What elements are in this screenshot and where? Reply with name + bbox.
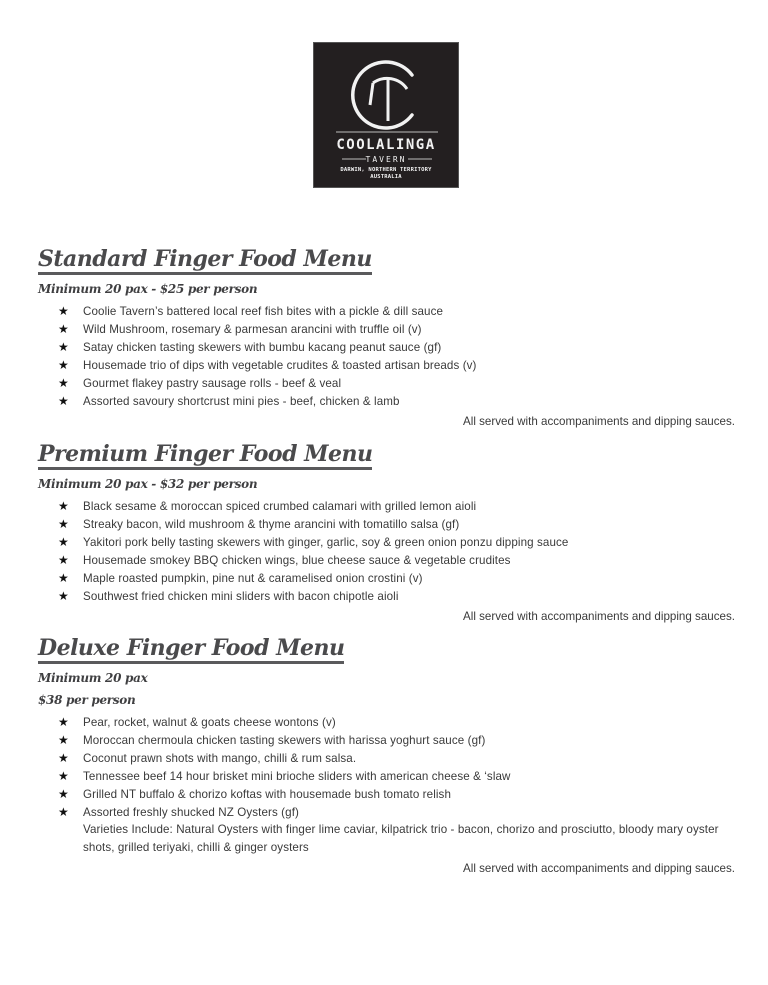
star-icon: ★ — [58, 804, 69, 819]
logo-subtitle: TAVERN — [365, 155, 407, 164]
menu-item: ★ Satay chicken tasting skewers with bumbu kacang peanut sauce (gf) — [38, 339, 738, 357]
menu-item: ★ Coolie Tavern’s battered local reef fish bites with a pickle & dill sauce — [38, 303, 738, 321]
star-icon: ★ — [58, 304, 69, 318]
menu-item: ★ Assorted freshly shucked NZ Oysters (gf) Varieties Include: Natural Oysters with finger lime caviar, kilpatrick trio - bacon, chorizo and prosciutto, bloody mary oyster shots, grilled teriyaki, chilli & ginger oysters — [38, 804, 738, 858]
menu-item: ★ Housemade trio of dips with vegetable crudites & toasted artisan breads (v) — [38, 357, 738, 375]
standard-menu-title: Standard Finger Food Menu — [38, 246, 372, 275]
premium-menu-footer: All served with accompaniments and dipping sauces. — [463, 610, 735, 624]
star-icon: ★ — [58, 321, 69, 336]
menu-item: ★ Housemade smokey BBQ chicken wings, blue cheese sauce & vegetable crudites — [38, 552, 738, 570]
premium-menu-section — [38, 441, 738, 625]
star-icon: ★ — [58, 534, 69, 549]
oyster-varieties-note: Varieties Include: Natural Oysters with finger lime caviar, kilpatrick trio - bacon, chorizo and prosciutto, bloody mary oyster shots, grilled teriyaki, chilli & ginger oysters — [83, 823, 719, 855]
menu-item: ★ Maple roasted pumpkin, pine nut & caramelised onion crostini (v) — [38, 570, 738, 588]
menu-item: ★ Yakitori pork belly tasting skewers with ginger, garlic, soy & green onion ponzu dipping sauce — [38, 534, 738, 552]
star-icon: ★ — [58, 570, 69, 585]
premium-menu-title: Premium Finger Food Menu — [38, 441, 372, 470]
logo-name: COOLALINGA — [336, 137, 436, 153]
menu-item: ★ Gourmet flakey pastry sausage rolls - beef & veal — [38, 375, 738, 393]
deluxe-menu-title: Deluxe Finger Food Menu — [38, 635, 344, 664]
logo-location-line1: DARWIN, NORTHERN TERRITORY — [340, 167, 432, 173]
star-icon: ★ — [58, 516, 69, 531]
menu-item: ★ Grilled NT buffalo & chorizo koftas with housemade bush tomato relish — [38, 786, 738, 804]
premium-menu-price: Minimum 20 pax - $32 per person — [38, 477, 258, 491]
logo-location — [314, 167, 458, 181]
deluxe-menu-minimum: Minimum 20 pax — [38, 671, 148, 685]
star-icon: ★ — [58, 715, 69, 729]
menu-item: ★ Southwest fried chicken mini sliders with bacon chipotle aioli — [38, 588, 738, 606]
logo-location-line2: AUSTRALIA — [370, 174, 402, 180]
menu-item: ★ Moroccan chermoula chicken tasting skewers with harissa yoghurt sauce (gf) — [38, 732, 738, 750]
standard-menu-footer: All served with accompaniments and dipping sauces. — [463, 415, 735, 429]
star-icon: ★ — [58, 750, 69, 765]
standard-menu-price: Minimum 20 pax - $25 per person — [38, 282, 258, 296]
deluxe-menu-items — [38, 714, 738, 857]
star-icon: ★ — [58, 375, 69, 390]
star-icon: ★ — [58, 768, 69, 783]
star-icon: ★ — [58, 732, 69, 747]
standard-menu-section — [38, 246, 738, 430]
menu-item: ★ Wild Mushroom, rosemary & parmesan arancini with truffle oil (v) — [38, 321, 738, 339]
star-icon: ★ — [58, 786, 69, 801]
menu-item: ★ Coconut prawn shots with mango, chilli & rum salsa. — [38, 750, 738, 768]
deluxe-menu-section — [38, 635, 738, 877]
star-icon: ★ — [58, 552, 69, 567]
star-icon: ★ — [58, 393, 69, 408]
premium-menu-items — [38, 498, 738, 605]
star-icon: ★ — [58, 357, 69, 372]
deluxe-menu-price: $38 per person — [38, 693, 136, 707]
star-icon: ★ — [58, 499, 69, 513]
menu-item: ★ Assorted savoury shortcrust mini pies - beef, chicken & lamb — [38, 393, 738, 411]
star-icon: ★ — [58, 588, 69, 603]
star-icon: ★ — [58, 339, 69, 354]
deluxe-menu-footer: All served with accompaniments and dipping sauces. — [463, 862, 735, 876]
coolalinga-tavern-logo — [313, 42, 459, 188]
menu-item: ★ Streaky bacon, wild mushroom & thyme arancini with tomatillo salsa (gf) — [38, 516, 738, 534]
menu-item: ★ Black sesame & moroccan spiced crumbed calamari with grilled lemon aioli — [38, 498, 738, 516]
menu-item: ★ Pear, rocket, walnut & goats cheese wontons (v) — [38, 714, 738, 732]
standard-menu-items — [38, 303, 738, 410]
menu-item: ★ Tennessee beef 14 hour brisket mini brioche sliders with american cheese & ‘slaw — [38, 768, 738, 786]
